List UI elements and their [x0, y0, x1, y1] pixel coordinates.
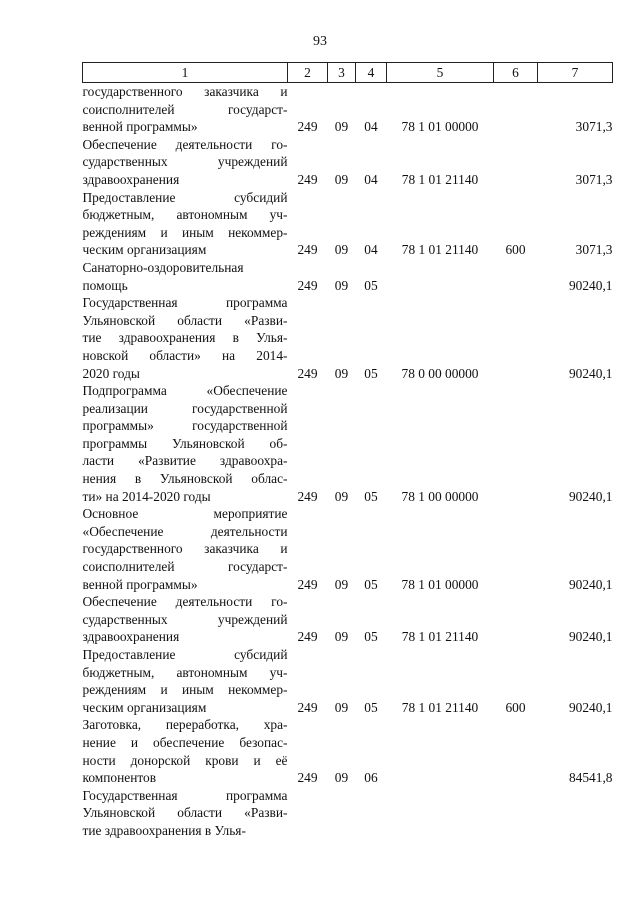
description-line: государственного заказчика и — [82, 84, 288, 99]
section-code: 09 — [334, 576, 349, 592]
description-line: реализации государственной — [82, 400, 288, 416]
subsection-code: 06 — [364, 770, 378, 786]
column-header: 6 — [494, 63, 538, 83]
description-line: ти» на 2014-2020 годы — [82, 488, 211, 504]
target-article-code: 78 1 01 00000 — [401, 119, 479, 135]
row-description — [83, 136, 288, 189]
description-line: Государственная программа — [82, 787, 288, 803]
budget-item-code: 249 — [297, 488, 318, 504]
column-header: 4 — [356, 63, 387, 83]
row-description — [83, 593, 288, 646]
description-line: государственного заказчика и — [82, 541, 288, 557]
description-line: Ульяновской области «Разви- — [82, 805, 288, 821]
description-line: тие здравоохранения в Улья- — [82, 822, 246, 838]
description-line: здравоохранения — [82, 629, 180, 645]
description-line: Основное мероприятие — [82, 506, 288, 522]
budget-item-code: 249 — [297, 171, 318, 187]
subsection-code: 05 — [364, 277, 378, 293]
expense-type-code — [494, 294, 538, 382]
target-article-code: 78 1 01 21140 — [401, 171, 479, 187]
budget-table — [82, 62, 613, 840]
section-code: 09 — [334, 488, 349, 504]
amount: 90240,1 — [568, 629, 613, 645]
expense-type-code — [494, 382, 538, 505]
description-line: новской области» на 2014- — [82, 347, 288, 363]
column-header: 2 — [288, 63, 328, 83]
table-row — [83, 294, 613, 382]
description-line: программы Ульяновской об- — [82, 435, 288, 451]
target-article-code: 78 1 01 00000 — [401, 576, 479, 592]
budget-item-code: 249 — [297, 365, 318, 381]
expense-type-code — [494, 83, 538, 136]
row-description — [83, 294, 288, 382]
amount: 90240,1 — [568, 699, 613, 715]
table-row — [83, 646, 613, 716]
subsection-code: 05 — [364, 365, 378, 381]
description-line: Государственная программа — [82, 295, 288, 311]
amount: 90240,1 — [568, 488, 613, 504]
description-line: сударственных учреждений — [82, 611, 288, 627]
amount: 90240,1 — [568, 277, 613, 293]
table-row — [83, 505, 613, 593]
expense-type-code: 600 — [505, 242, 526, 258]
budget-item-code — [288, 787, 328, 840]
description-line: нения в Ульяновской облас- — [82, 471, 288, 487]
target-article-code — [387, 787, 494, 840]
expense-type-code — [494, 593, 538, 646]
subsection-code: 04 — [364, 119, 378, 135]
description-line: ческим организациям — [82, 699, 207, 715]
row-description — [83, 83, 288, 136]
description-line: программы» государственной — [82, 418, 288, 434]
description-line: реждениям и иным некоммер- — [82, 682, 288, 698]
description-line: бюджетным, автономным уч- — [82, 207, 288, 223]
target-article-code: 78 1 00 00000 — [401, 488, 479, 504]
description-line: помощь — [82, 277, 128, 293]
section-code: 09 — [334, 119, 349, 135]
table-row — [83, 259, 613, 294]
target-article-code — [387, 259, 494, 294]
description-line: ласти «Развитие здравоохра- — [82, 453, 288, 469]
subsection-code: 05 — [364, 699, 378, 715]
description-line: соисполнителей государст- — [82, 101, 288, 117]
target-article-code: 78 1 01 21140 — [401, 629, 479, 645]
budget-item-code: 249 — [297, 242, 318, 258]
table-row — [83, 593, 613, 646]
budget-item-code: 249 — [297, 576, 318, 592]
row-description — [83, 259, 288, 294]
description-line: ности донорской крови и её — [82, 752, 288, 768]
expense-type-code — [494, 505, 538, 593]
column-header: 3 — [328, 63, 356, 83]
description-line: Обеспечение деятельности го- — [82, 594, 288, 610]
description-line: Подпрограмма «Обеспечение — [82, 383, 288, 399]
budget-item-code: 249 — [297, 629, 318, 645]
amount: 90240,1 — [568, 576, 613, 592]
section-code: 09 — [334, 629, 349, 645]
table-row — [83, 716, 613, 786]
table-header-row — [83, 63, 613, 83]
page-number: 93 — [313, 34, 327, 49]
description-line: Заготовка, переработка, хра- — [82, 717, 288, 733]
amount: 84541,8 — [568, 770, 613, 786]
description-line: ческим организациям — [82, 242, 207, 258]
table-row — [83, 189, 613, 259]
description-line: нение и обеспечение безопас- — [82, 734, 288, 750]
description-line: Предоставление субсидий — [82, 647, 288, 662]
target-article-code: 78 0 00 00000 — [401, 365, 479, 381]
subsection-code: 05 — [364, 488, 378, 504]
description-line: бюджетным, автономным уч- — [82, 664, 288, 680]
budget-item-code: 249 — [297, 277, 318, 293]
description-line: компонентов — [82, 770, 157, 786]
row-description — [83, 646, 288, 716]
description-line: «Обеспечение деятельности — [82, 523, 288, 539]
description-line: соисполнителей государст- — [82, 559, 288, 575]
subsection-code: 05 — [364, 576, 378, 592]
description-line: Предоставление субсидий — [82, 189, 288, 205]
section-code: 09 — [334, 171, 349, 187]
expense-type-code — [494, 787, 538, 840]
subsection-code: 04 — [364, 242, 378, 258]
row-description — [83, 787, 288, 840]
row-description — [83, 716, 288, 786]
table-row — [83, 83, 613, 136]
target-article-code: 78 1 01 21140 — [401, 699, 479, 715]
row-description — [83, 189, 288, 259]
section-code: 09 — [334, 699, 349, 715]
budget-item-code: 249 — [297, 119, 318, 135]
section-code — [328, 787, 356, 840]
description-line: венной программы» — [82, 119, 198, 135]
amount: 3071,3 — [575, 242, 613, 258]
amount: 3071,3 — [575, 171, 613, 187]
expense-type-code — [494, 716, 538, 786]
target-article-code: 78 1 01 21140 — [401, 242, 479, 258]
row-description — [83, 382, 288, 505]
description-line: тие здравоохранения в Улья- — [82, 330, 288, 346]
amount: 90240,1 — [568, 365, 613, 381]
description-line: 2020 годы — [82, 365, 140, 381]
table-row — [83, 787, 613, 840]
description-line: сударственных учреждений — [82, 154, 288, 170]
table-body — [83, 83, 613, 840]
section-code: 09 — [334, 242, 349, 258]
description-line: Ульяновской области «Разви- — [82, 312, 288, 328]
section-code: 09 — [334, 365, 349, 381]
row-description — [83, 505, 288, 593]
description-line: реждениям и иным некоммер- — [82, 224, 288, 240]
budget-item-code: 249 — [297, 770, 318, 786]
description-line: Обеспечение деятельности го- — [82, 136, 288, 152]
description-line: венной программы» — [82, 576, 198, 592]
column-header: 7 — [538, 63, 613, 83]
description-line: здравоохранения — [82, 171, 180, 187]
expense-type-code: 600 — [505, 699, 526, 715]
expense-type-code — [494, 259, 538, 294]
table-row — [83, 136, 613, 189]
expense-type-code — [494, 136, 538, 189]
section-code: 09 — [334, 277, 349, 293]
subsection-code: 05 — [364, 629, 378, 645]
budget-item-code: 249 — [297, 699, 318, 715]
description-line: Санаторно-оздоровительная — [82, 259, 244, 275]
amount: 3071,3 — [575, 119, 613, 135]
column-header: 5 — [387, 63, 494, 83]
target-article-code — [387, 716, 494, 786]
amount — [538, 787, 613, 840]
table-row — [83, 382, 613, 505]
subsection-code: 04 — [364, 171, 378, 187]
section-code: 09 — [334, 770, 349, 786]
column-header: 1 — [83, 63, 288, 83]
subsection-code — [356, 787, 387, 840]
